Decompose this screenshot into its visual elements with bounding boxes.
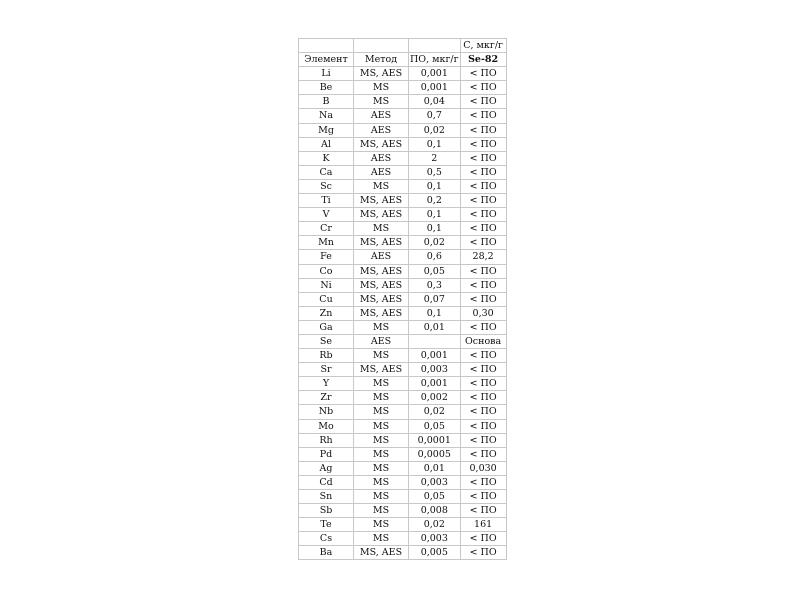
concentration-cell: < ПО (460, 123, 506, 137)
concentration-cell: < ПО (460, 81, 506, 95)
concentration-cell: < ПО (460, 236, 506, 250)
concentration-cell: < ПО (460, 504, 506, 518)
table-row (299, 292, 507, 306)
element-cell: Fe (299, 250, 354, 264)
concentration-cell: < ПО (460, 433, 506, 447)
method-cell: MS, AES (354, 264, 409, 278)
element-cell: Zn (299, 306, 354, 320)
method-cell: AES (354, 123, 409, 137)
method-cell: MS (354, 377, 409, 391)
table-row (299, 81, 507, 95)
table-row (299, 67, 507, 81)
detection-limit-cell: 0,1 (409, 222, 461, 236)
table-row (299, 137, 507, 151)
element-cell: Co (299, 264, 354, 278)
detection-limit-cell: 0,02 (409, 123, 461, 137)
element-cell: Cr (299, 222, 354, 236)
table-row (299, 208, 507, 222)
element-cell: Cu (299, 292, 354, 306)
detection-limit-cell: 0,3 (409, 278, 461, 292)
detection-limit-cell: 0,05 (409, 490, 461, 504)
header-row (299, 53, 507, 67)
element-cell: Sb (299, 504, 354, 518)
element-cell: Na (299, 109, 354, 123)
method-cell: MS (354, 179, 409, 193)
concentration-cell: < ПО (460, 363, 506, 377)
concentration-cell: < ПО (460, 320, 506, 334)
table-row (299, 405, 507, 419)
detection-limit-cell: 0,001 (409, 81, 461, 95)
detection-limit-cell: 0,002 (409, 391, 461, 405)
concentration-cell: < ПО (460, 546, 506, 560)
table-row (299, 250, 507, 264)
concentration-cell: 0,30 (460, 306, 506, 320)
method-cell: AES (354, 151, 409, 165)
concentration-cell: < ПО (460, 278, 506, 292)
table-row (299, 391, 507, 405)
concentration-cell: Основа (460, 334, 506, 348)
table-row (299, 447, 507, 461)
element-cell: Al (299, 137, 354, 151)
table-row (299, 504, 507, 518)
impurity-table-body (299, 39, 507, 560)
table-row (299, 264, 507, 278)
method-cell: MS (354, 391, 409, 405)
element-cell: Pd (299, 447, 354, 461)
method-cell: MS, AES (354, 278, 409, 292)
header-concentration-label: С, мкг/г (460, 39, 506, 53)
concentration-cell: 0,030 (460, 461, 506, 475)
detection-limit-cell: 0,1 (409, 208, 461, 222)
concentration-cell: < ПО (460, 349, 506, 363)
detection-limit-cell: 0,2 (409, 194, 461, 208)
concentration-cell: < ПО (460, 137, 506, 151)
table-row (299, 109, 507, 123)
method-cell: MS (354, 461, 409, 475)
concentration-cell: < ПО (460, 109, 506, 123)
table-row (299, 165, 507, 179)
detection-limit-cell: 0,05 (409, 419, 461, 433)
method-cell: MS, AES (354, 292, 409, 306)
method-cell: AES (354, 334, 409, 348)
header-top-cell-method (354, 39, 409, 53)
table-row (299, 151, 507, 165)
table-row (299, 532, 507, 546)
method-cell: MS, AES (354, 363, 409, 377)
method-cell: AES (354, 165, 409, 179)
element-cell: Ca (299, 165, 354, 179)
detection-limit-cell: 0,003 (409, 475, 461, 489)
header-top-cell-limit (409, 39, 461, 53)
header-element: Элемент (299, 53, 354, 67)
table-row (299, 320, 507, 334)
table-row (299, 433, 507, 447)
method-cell: MS, AES (354, 236, 409, 250)
element-cell: Ti (299, 194, 354, 208)
method-cell: MS (354, 405, 409, 419)
detection-limit-cell: 0,001 (409, 377, 461, 391)
method-cell: MS, AES (354, 67, 409, 81)
concentration-cell: < ПО (460, 475, 506, 489)
element-cell: Sc (299, 179, 354, 193)
method-cell: MS, AES (354, 546, 409, 560)
table-row (299, 363, 507, 377)
element-cell: Mn (299, 236, 354, 250)
method-cell: MS (354, 475, 409, 489)
element-cell: Mo (299, 419, 354, 433)
table-row (299, 278, 507, 292)
concentration-cell: < ПО (460, 264, 506, 278)
header-method: Метод (354, 53, 409, 67)
table-row (299, 194, 507, 208)
method-cell: MS (354, 504, 409, 518)
concentration-cell: < ПО (460, 67, 506, 81)
detection-limit-cell: 2 (409, 151, 461, 165)
element-cell: Sn (299, 490, 354, 504)
header-detection-limit: ПО, мкг/г (410, 54, 459, 66)
table-row (299, 123, 507, 137)
element-cell: B (299, 95, 354, 109)
table-row (299, 95, 507, 109)
table-row (299, 306, 507, 320)
detection-limit-cell: 0,02 (409, 236, 461, 250)
method-cell: AES (354, 250, 409, 264)
method-cell: MS (354, 447, 409, 461)
concentration-cell: < ПО (460, 447, 506, 461)
detection-limit-cell: 0,0005 (409, 447, 461, 461)
element-cell: Nb (299, 405, 354, 419)
table-row (299, 419, 507, 433)
method-cell: MS (354, 433, 409, 447)
concentration-cell: 28,2 (460, 250, 506, 264)
concentration-cell: < ПО (460, 222, 506, 236)
concentration-cell: < ПО (460, 490, 506, 504)
detection-limit-cell: 0,6 (409, 250, 461, 264)
method-cell: MS (354, 222, 409, 236)
concentration-cell: < ПО (460, 151, 506, 165)
table-row (299, 461, 507, 475)
detection-limit-cell: 0,1 (409, 179, 461, 193)
table-row (299, 349, 507, 363)
element-cell: Cd (299, 475, 354, 489)
method-cell: MS (354, 81, 409, 95)
method-cell: MS (354, 419, 409, 433)
table-row (299, 222, 507, 236)
detection-limit-cell: 0,05 (409, 264, 461, 278)
element-cell: Ni (299, 278, 354, 292)
element-cell: Te (299, 518, 354, 532)
element-cell: Y (299, 377, 354, 391)
method-cell: MS (354, 490, 409, 504)
method-cell: MS (354, 95, 409, 109)
concentration-cell: < ПО (460, 405, 506, 419)
method-cell: MS (354, 320, 409, 334)
concentration-cell: < ПО (460, 165, 506, 179)
concentration-cell: < ПО (460, 194, 506, 208)
header-row-top (299, 39, 507, 53)
detection-limit-cell: 0,1 (409, 137, 461, 151)
table-row (299, 236, 507, 250)
detection-limit-cell: 0,07 (409, 292, 461, 306)
method-cell: MS, AES (354, 306, 409, 320)
detection-limit-cell: 0,01 (409, 461, 461, 475)
table-row (299, 546, 507, 560)
element-cell: Sr (299, 363, 354, 377)
concentration-cell: < ПО (460, 419, 506, 433)
table-row (299, 179, 507, 193)
element-cell: K (299, 151, 354, 165)
element-cell: Cs (299, 532, 354, 546)
concentration-cell: < ПО (460, 179, 506, 193)
table-row (299, 377, 507, 391)
element-cell: Li (299, 67, 354, 81)
element-cell: Rh (299, 433, 354, 447)
detection-limit-cell: 0,003 (409, 363, 461, 377)
method-cell: MS (354, 532, 409, 546)
table-row (299, 490, 507, 504)
table-row (299, 518, 507, 532)
header-top-cell-element (299, 39, 354, 53)
element-cell: Be (299, 81, 354, 95)
detection-limit-cell: 0,02 (409, 518, 461, 532)
element-cell: Ga (299, 320, 354, 334)
detection-limit-cell: 0,001 (409, 349, 461, 363)
element-cell: Ba (299, 546, 354, 560)
element-cell: Se (299, 334, 354, 348)
concentration-cell: < ПО (460, 532, 506, 546)
impurity-table-container (298, 38, 507, 560)
element-cell: Mg (299, 123, 354, 137)
impurity-table (298, 38, 507, 560)
detection-limit-cell: 0,7 (409, 109, 461, 123)
concentration-cell: < ПО (460, 391, 506, 405)
method-cell: MS (354, 349, 409, 363)
element-cell: Zr (299, 391, 354, 405)
detection-limit-cell: 0,0001 (409, 433, 461, 447)
detection-limit-cell: 0,005 (409, 546, 461, 560)
detection-limit-cell: 0,02 (409, 405, 461, 419)
detection-limit-cell: 0,008 (409, 504, 461, 518)
method-cell: MS, AES (354, 208, 409, 222)
concentration-cell: < ПО (460, 377, 506, 391)
table-row (299, 475, 507, 489)
element-cell: Rb (299, 349, 354, 363)
detection-limit-cell: 0,5 (409, 165, 461, 179)
detection-limit-cell: 0,001 (409, 67, 461, 81)
table-row (299, 334, 507, 348)
element-cell: V (299, 208, 354, 222)
concentration-cell: < ПО (460, 208, 506, 222)
method-cell: MS (354, 518, 409, 532)
detection-limit-cell (409, 334, 461, 348)
concentration-cell: 161 (460, 518, 506, 532)
method-cell: MS, AES (354, 137, 409, 151)
header-sample-name: Se-82 (460, 53, 506, 67)
detection-limit-cell: 0,1 (409, 306, 461, 320)
method-cell: MS, AES (354, 194, 409, 208)
element-cell: Ag (299, 461, 354, 475)
method-cell: AES (354, 109, 409, 123)
detection-limit-cell: 0,003 (409, 532, 461, 546)
concentration-cell: < ПО (460, 95, 506, 109)
detection-limit-cell: 0,04 (409, 95, 461, 109)
detection-limit-cell: 0,01 (409, 320, 461, 334)
concentration-cell: < ПО (460, 292, 506, 306)
